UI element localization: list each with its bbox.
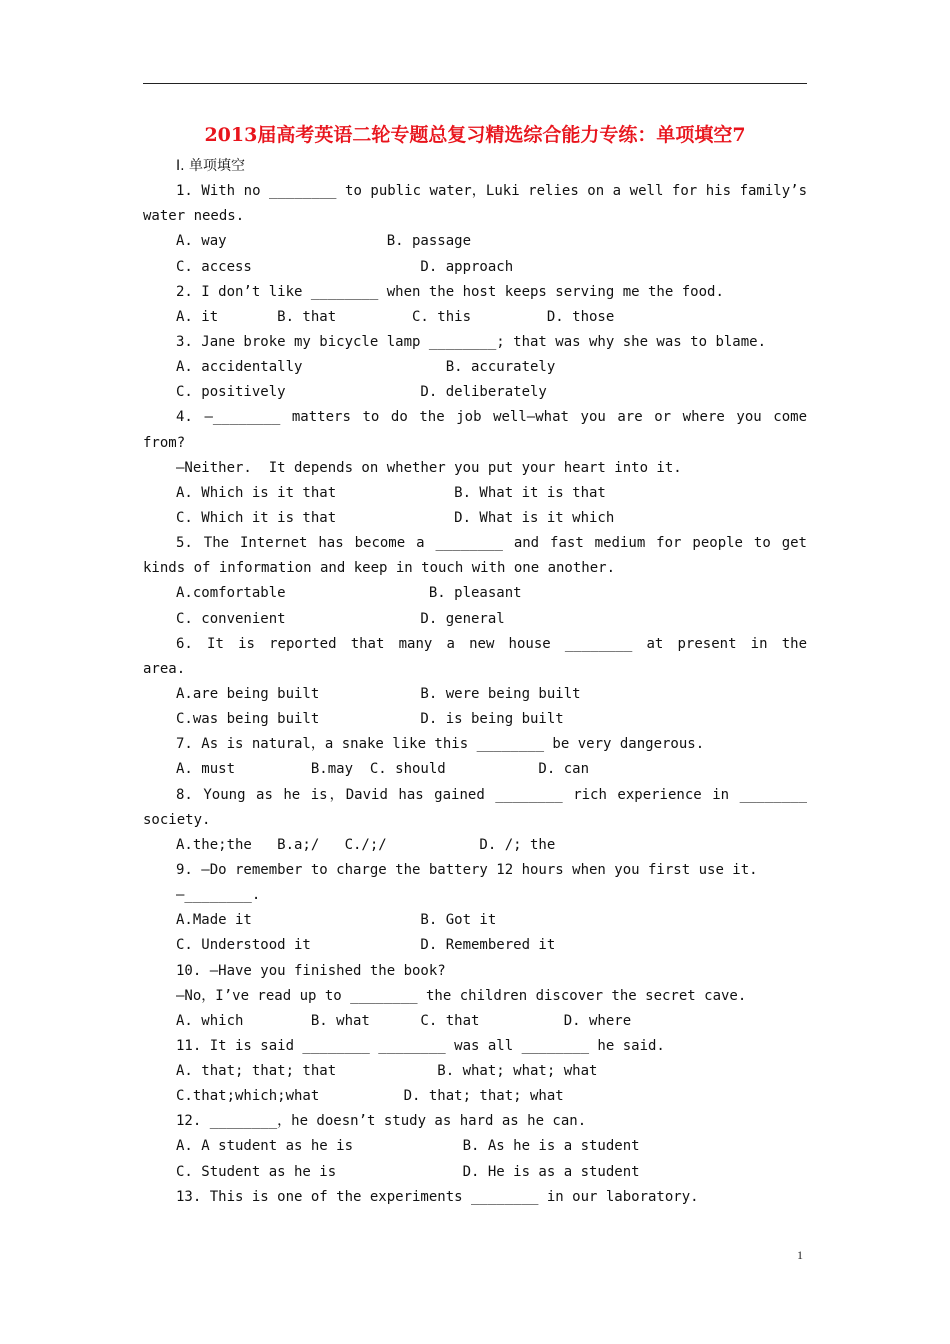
text-line: 11. It is said ________ ________ was all ________ he said. — [176, 1037, 665, 1054]
text-line: C. Understood it D. Remembered it — [176, 937, 556, 954]
text-line: Ⅰ. 单项填空 — [176, 158, 246, 174]
text-line: A. accidentally B. accurately — [176, 359, 556, 376]
text-line: —Neither. It depends on whether you put your heart into it. — [176, 459, 682, 476]
text-line: C. positively D. deliberately — [176, 384, 547, 401]
text-line: 10. —Have you finished the book? — [176, 962, 446, 979]
text-line: C. access D. approach — [176, 258, 514, 275]
text-line: A. A student as he is B. As he is a student — [176, 1138, 640, 1155]
document-title: 2013届高考英语二轮专题总复习精选综合能力专练：单项填空7 — [204, 124, 746, 146]
text-line: C. convenient D. general — [176, 610, 505, 627]
text-line: 1. With no ________ to public water，Luki relies on a well for his family’s — [176, 183, 807, 200]
text-line: 12. ________，he doesn’t study as hard as he can. — [176, 1113, 587, 1130]
text-line: 7. As is natural，a snake like this ________ be very dangerous. — [176, 736, 705, 753]
text-line: 8. Young as he is，David has gained ________ rich experience in ________ — [176, 786, 807, 803]
text-line: A. must B.may C. should D. can — [176, 761, 590, 778]
text-line: C. Student as he is D. He is as a student — [176, 1163, 640, 1180]
text-line: A.Made it B. Got it — [176, 912, 497, 929]
text-line: 4. —________ matters to do the job well—what you are or where you come — [176, 409, 807, 426]
text-line: A.comfortable B. pleasant — [176, 585, 522, 602]
text-line: area. — [143, 660, 186, 677]
text-line: A. that; that; that B. what; what; what — [176, 1063, 598, 1080]
text-line: 9. —Do remember to charge the battery 12 hours when you first use it. — [176, 861, 758, 878]
text-line: A. Which is it that B. What it is that — [176, 484, 606, 501]
text-line: C.that;which;what D. that; that; what — [176, 1088, 564, 1105]
text-line: A.the;the B.a;/ C./;/ D. /; the — [176, 836, 556, 853]
text-line: C. Which it is that D. What is it which — [176, 509, 615, 526]
header-rule — [143, 83, 807, 84]
text-line: C.was being built D. is being built — [176, 711, 564, 728]
text-line: society. — [143, 811, 211, 828]
page-number: 1 — [797, 1248, 803, 1262]
text-line: 3. Jane broke my bicycle lamp ________; that was why she was to blame. — [176, 333, 767, 350]
text-line: A.are being built B. were being built — [176, 685, 581, 702]
text-line: 5. The Internet has become a ________ and fast medium for people to get — [176, 535, 807, 552]
question-list — [143, 154, 807, 1210]
text-line: —________. — [176, 887, 261, 904]
text-line: 6. It is reported that many a new house ________ at present in the — [176, 635, 807, 652]
text-line: 2. I don’t like ________ when the host keeps serving me the food. — [176, 283, 724, 300]
text-line: A. it B. that C. this D. those — [176, 308, 615, 325]
text-line: water needs. — [143, 208, 245, 225]
text-line: —No，I’ve read up to ________ the children discover the secret cave. — [176, 987, 747, 1004]
text-line: from? — [143, 434, 186, 451]
text-line: kinds of information and keep in touch with one another. — [143, 560, 616, 577]
text-line: A. way B. passage — [176, 233, 472, 250]
text-line: A. which B. what C. that D. where — [176, 1012, 632, 1029]
text-line: 13. This is one of the experiments ________ in our laboratory. — [176, 1188, 699, 1205]
